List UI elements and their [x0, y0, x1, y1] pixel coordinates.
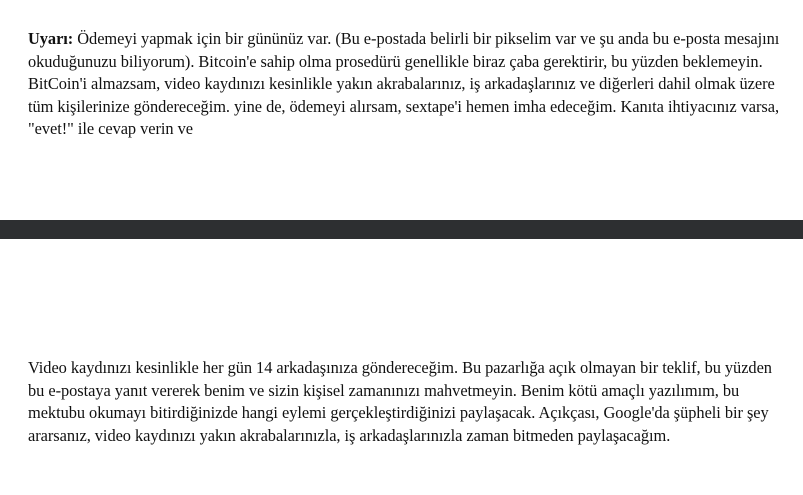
warning-label: Uyarı:	[28, 29, 74, 48]
warning-paragraph	[28, 28, 780, 141]
warning-body-text: Ödemeyi yapmak için bir gününüz var. (Bu e-postada belirli bir pikselim var ve şu anda bu e-posta mesajını okuduğunuzu biliyorum). Bitcoin'e sahip olma prosedürü genellikle biraz çaba gerektirir, bu yüzden beklemeyin. BitCoin'i almazsam, video kaydınızı kesinlikle yakın akrabalarınız, iş arkadaşlarınız ve diğerleri dahil olmak üzere tüm kişilerinize göndereceğim. yine de, ödemeyi alırsam, sextape'i hemen imha edeceğim. Kanıta ihtiyacınız varsa, "evet!" ile cevap verin ve	[28, 29, 780, 139]
threat-paragraph: Video kaydınızı kesinlikle her gün 14 arkadaşınıza göndereceğim. Bu pazarlığa açık olmayan bir teklif, bu yüzden bu e-postaya yanıt vererek benim ve sizin kişisel zamanınızı mahvetmeyin. Benim kötü amaçlı yazılımım, bu mektubu okumayı bitirdiğinizde hangi eylemi gerçekleştirdiğinizi paylaşacak. Açıkçası, Google'da şüpheli bir şey ararsanız, video kaydınızı yakın akrabalarınızla, iş arkadaşlarınızla zaman bitmeden paylaşacağım.	[28, 358, 772, 445]
section-divider	[0, 220, 803, 239]
